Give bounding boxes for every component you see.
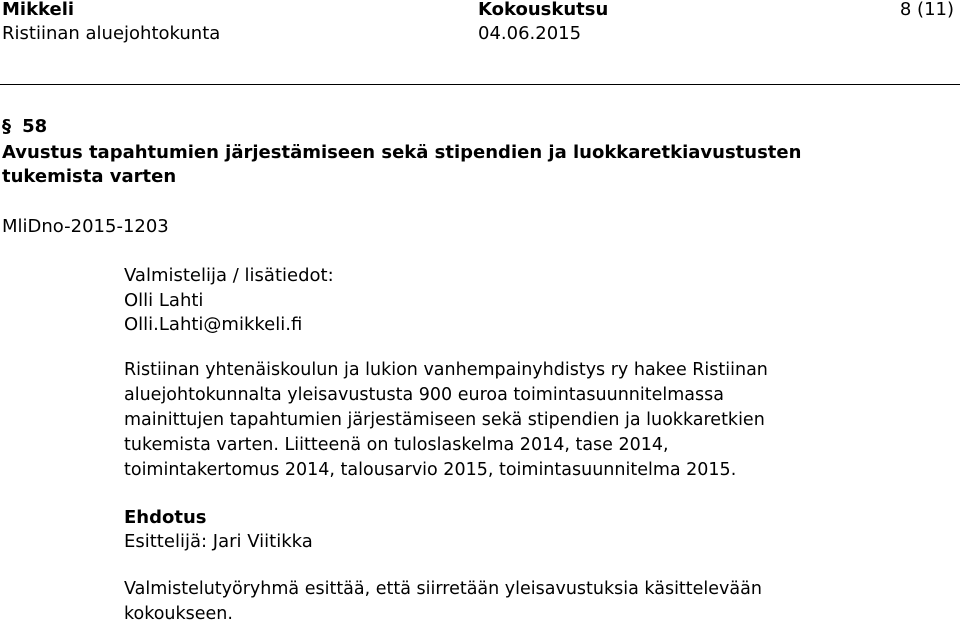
description-line: tukemista varten. Liitteenä on tuloslaskelma 2014, tase 2014, <box>124 435 669 455</box>
decision-line: kokoukseen. <box>124 604 233 624</box>
committee-name: Ristiinan aluejohtokunta <box>2 23 221 44</box>
section-number: 58 <box>22 116 48 137</box>
document-type: Kokouskutsu <box>478 0 609 20</box>
description-line: toimintakertomus 2014, talousarvio 2015, toimintasuunnitelma 2015. <box>124 460 737 480</box>
presenter-line: Esittelijä: Jari Viitikka <box>124 531 313 552</box>
description-paragraph <box>124 358 824 483</box>
header-divider <box>0 84 960 85</box>
description-line: mainittujen tapahtumien järjestämiseen sekä stipendien ja luokkaretkien <box>124 410 765 430</box>
description-line: aluejohtokunnalta yleisavustusta 900 euroa toimintasuunnitelmassa <box>124 385 724 405</box>
proposal-heading: Ehdotus <box>124 507 207 528</box>
preparer-label: Valmistelija / lisätiedot: <box>124 265 334 286</box>
description-line: Ristiinan yhtenäiskoulun ja lukion vanhempainyhdistys ry hakee Ristiinan <box>124 360 768 380</box>
decision-paragraph <box>124 577 824 627</box>
record-id: MliDno-2015-1203 <box>2 216 169 237</box>
meeting-date: 04.06.2015 <box>478 23 582 44</box>
preparer-email: Olli.Lahti@mikkeli.fi <box>124 314 303 335</box>
organization-name: Mikkeli <box>2 0 75 20</box>
decision-line: Valmistelutyöryhmä esittää, että siirretään yleisavustuksia käsittelevään <box>124 579 762 599</box>
page-number: 8 (11) <box>899 0 954 20</box>
section-title-line-2: tukemista varten <box>2 166 177 187</box>
section-title-line-1: Avustus tapahtumien järjestämiseen sekä stipendien ja luokkaretkiavustusten <box>2 142 802 163</box>
preparer-name: Olli Lahti <box>124 290 204 311</box>
section-symbol: § <box>2 116 11 137</box>
section-heading <box>2 116 47 137</box>
